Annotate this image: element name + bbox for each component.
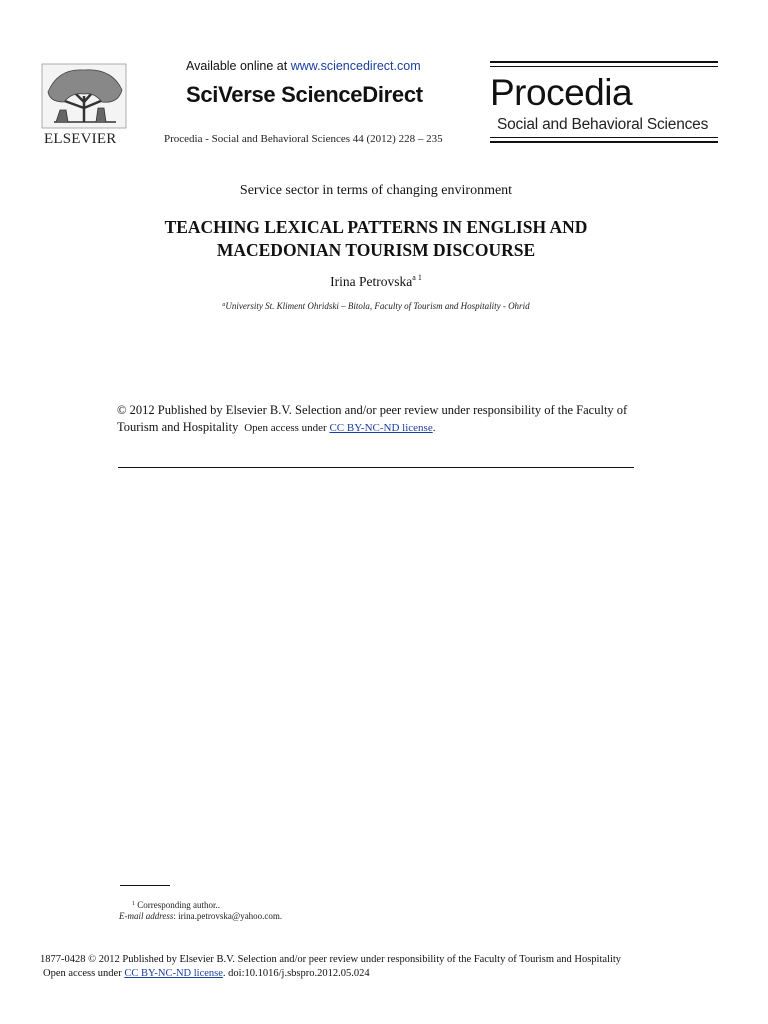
author-line <box>0 273 752 290</box>
available-online-prefix: Available online at <box>186 59 288 73</box>
procedia-rule <box>490 61 718 63</box>
footnote-corresponding-text: Corresponding author.. <box>137 900 220 910</box>
procedia-rule <box>490 66 718 67</box>
procedia-rule <box>490 141 718 143</box>
sciverse-sciencedirect-brand: SciVerse ScienceDirect <box>186 82 423 107</box>
procedia-brand: Procedia <box>490 72 633 113</box>
abstract-divider <box>118 467 634 468</box>
license-suffix: . <box>432 422 436 434</box>
footer-copyright: 1877-0428 © 2012 Published by Elsevier B.V. Selection and/or peer review under responsibility of the Faculty of Tourism and Hospitality <box>40 954 622 965</box>
journal-citation: Procedia - Social and Behavioral Sciences 44 (2012) 228 – 235 <box>164 133 443 145</box>
available-online-line <box>186 59 421 73</box>
copyright-line-2 <box>117 419 667 437</box>
procedia-rule <box>490 137 718 138</box>
elsevier-wordmark: ELSEVIER <box>44 131 117 147</box>
footer-open-access-prefix: Open access under <box>43 968 122 979</box>
section-heading: Service sector in terms of changing environment <box>239 183 513 198</box>
footer-license-link[interactable]: CC BY-NC-ND license <box>124 968 223 979</box>
open-access-note <box>241 422 435 434</box>
email-value: : irina.petrovska@yahoo.com. <box>173 911 283 921</box>
affiliation-mark: a <box>222 302 226 308</box>
copyright-line-2-text: Tourism and Hospitality <box>117 420 239 434</box>
footer-doi: . doi:10.1016/j.sbspro.2012.05.024 <box>222 968 370 979</box>
footnote-divider <box>120 885 170 886</box>
copyright-notice <box>117 402 667 437</box>
footnote-mark: 1 <box>132 901 135 907</box>
author-name: Irina Petrovska <box>330 274 413 289</box>
license-link[interactable]: CC BY-NC-ND license <box>329 422 433 434</box>
procedia-subbrand: Social and Behavioral Sciences <box>497 116 709 133</box>
footer-open-access <box>43 968 370 979</box>
author-marks: a 1 <box>412 273 422 282</box>
footnote-email <box>119 911 282 921</box>
footnote-corresponding-author <box>132 900 220 910</box>
article-title-line: TEACHING LEXICAL PATTERNS IN ENGLISH AND <box>164 217 588 237</box>
affiliation-text: University St. Kliment Ohridski – Bitola, Faculty of Tourism and Hospitality - Ohrid <box>225 301 530 311</box>
affiliation <box>0 301 752 311</box>
article-title <box>0 216 752 262</box>
sciencedirect-link[interactable]: www.sciencedirect.com <box>290 59 421 73</box>
article-title-line: MACEDONIAN TOURISM DISCOURSE <box>216 240 536 260</box>
open-access-prefix: Open access under <box>244 422 327 434</box>
email-label: E-mail address <box>119 911 174 921</box>
copyright-line: © 2012 Published by Elsevier B.V. Selection and/or peer review under responsibility of the Faculty of <box>117 403 628 417</box>
